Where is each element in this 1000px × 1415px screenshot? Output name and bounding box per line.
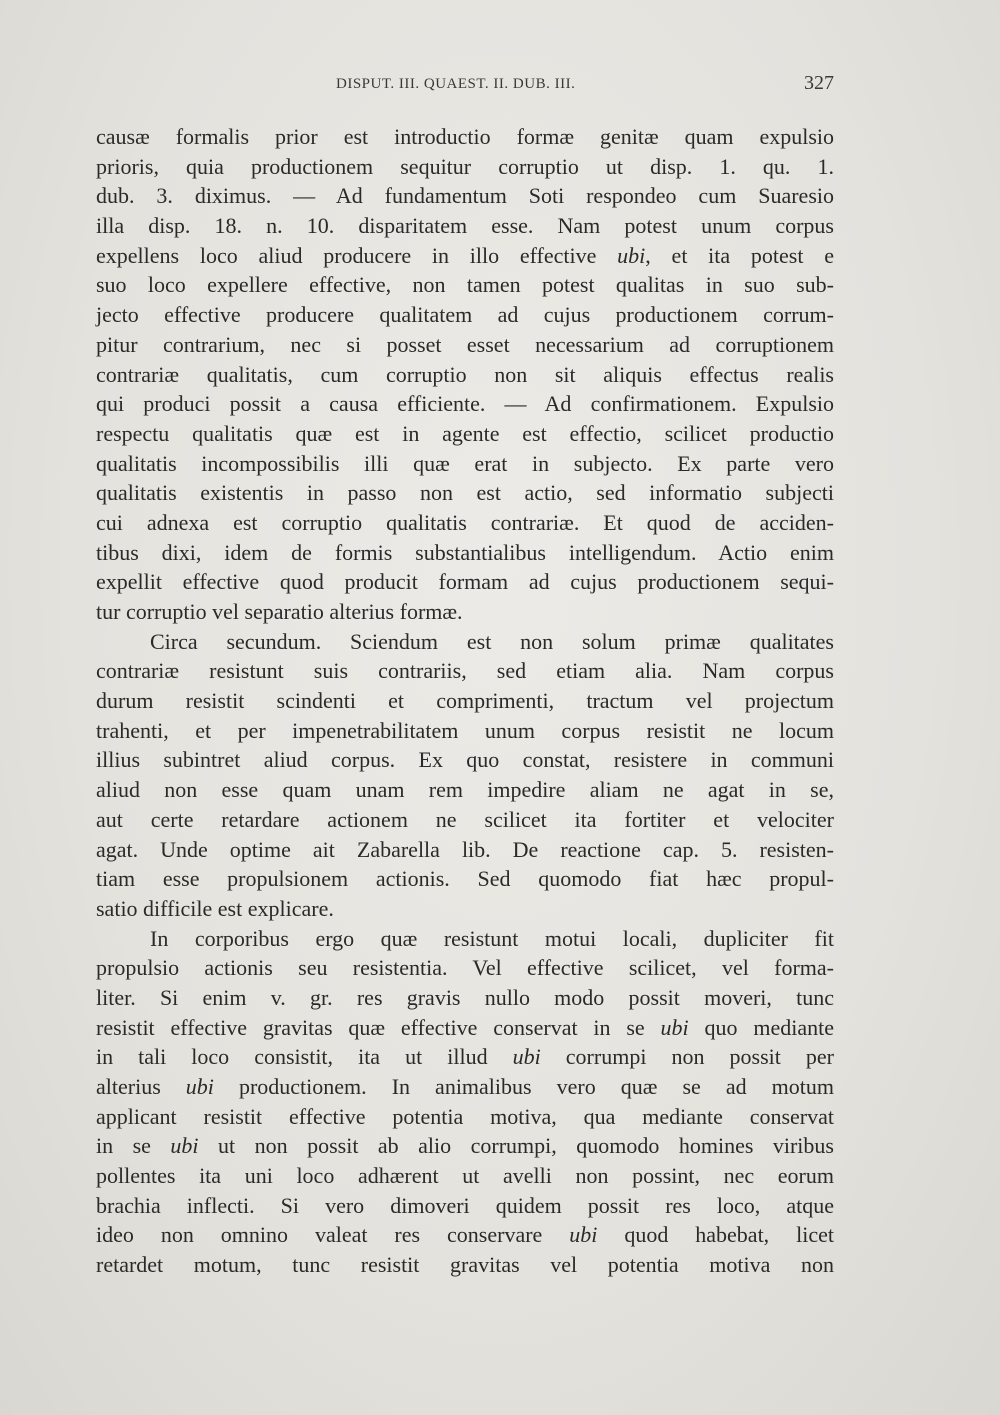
text-line — [96, 478, 834, 508]
text-segment: pitur contrarium, nec si posset esset necessarium ad corruptionem — [96, 331, 834, 357]
italic-term: ubi — [170, 1133, 199, 1159]
text-line — [96, 330, 834, 360]
text-line — [96, 1131, 834, 1161]
text-segment: satio difficile est explicare. — [96, 895, 334, 921]
text-segment: quo mediante — [688, 1014, 834, 1040]
text-segment: ideo non omnino valeat res conservare — [96, 1222, 570, 1248]
text-segment: , et ita potest e — [645, 242, 834, 268]
text-segment: in se — [96, 1133, 171, 1159]
text-line — [96, 567, 834, 597]
text-line — [96, 508, 834, 538]
text-segment: expellit effective quod producit formam ad cujus productionem sequi- — [96, 569, 834, 595]
text-segment: qualitatis existentis in passo non est actio, sed informatio subjecti — [96, 480, 834, 506]
text-line — [96, 1072, 834, 1102]
text-line — [96, 1191, 834, 1221]
text-segment: alterius — [96, 1074, 186, 1099]
running-head: DISPUT. III. QUAEST. II. DUB. III. — [336, 76, 576, 92]
text-line — [96, 805, 834, 835]
italic-term: ubi — [512, 1044, 541, 1070]
text-segment: respectu qualitatis quæ est in agente est effectio, scilicet productio — [96, 420, 834, 446]
text-segment: durum resistit scindenti et comprimenti, tractum vel projectum — [96, 688, 834, 714]
text-line — [96, 270, 834, 300]
text-line — [96, 449, 834, 479]
text-line — [96, 924, 834, 954]
text-line — [96, 983, 834, 1013]
text-line — [96, 953, 834, 983]
text-line — [96, 686, 834, 716]
text-segment: productionem. In animalibus vero quæ se ad motum — [213, 1074, 834, 1099]
text-segment: brachia inflecti. Si vero dimoveri quidem possit res loco, atque — [96, 1192, 834, 1218]
text-segment: retardet motum, tunc resistit gravitas vel potentia motiva non — [96, 1252, 834, 1278]
italic-term: ubi — [617, 242, 646, 268]
text-segment: tur corruptio vel separatio alterius formæ. — [96, 599, 463, 624]
text-segment: qui produci possit a causa efficiente. — Ad confirmationem. Expulsio — [96, 391, 834, 417]
text-line — [96, 775, 834, 805]
text-segment: Circa secundum. Sciendum est non solum primæ qualitates — [150, 628, 834, 654]
text-segment: aut certe retardare actionem ne scilicet ita fortiter et velociter — [96, 806, 834, 832]
text-line — [96, 300, 834, 330]
text-line — [96, 419, 834, 449]
text-line — [96, 864, 834, 894]
text-line — [96, 1250, 834, 1280]
page-header — [96, 72, 834, 100]
text-line — [96, 835, 834, 865]
text-line — [96, 389, 834, 419]
text-line — [96, 656, 834, 686]
text-segment: expellens loco aliud producere in illo effective — [96, 242, 618, 268]
text-segment: corrumpi non possit per — [540, 1044, 834, 1070]
text-line — [96, 894, 834, 924]
text-segment: tibus dixi, idem de formis substantialibus intelligendum. Actio enim — [96, 539, 834, 565]
text-line — [96, 538, 834, 568]
text-segment: causæ formalis prior est introductio formæ genitæ quam expulsio — [96, 124, 834, 149]
text-segment: propulsio actionis seu resistentia. Vel effective scilicet, vel forma- — [96, 955, 834, 981]
text-line — [96, 1013, 834, 1043]
text-line — [96, 1102, 834, 1132]
text-segment: dub. 3. diximus. — Ad fundamentum Soti respondeo cum Suaresio — [96, 183, 834, 209]
text-segment: agat. Unde optime ait Zabarella lib. De reactione cap. 5. resisten- — [96, 836, 834, 862]
text-segment: prioris, quia productionem sequitur corruptio ut disp. 1. qu. 1. — [96, 153, 834, 179]
text-segment: aliud non esse quam unam rem impedire aliam ne agat in se, — [96, 777, 834, 803]
text-segment: ut non possit ab alio corrumpi, quomodo homines viribus — [198, 1133, 834, 1159]
text-line — [96, 1042, 834, 1072]
text-line — [96, 241, 834, 271]
text-segment: illius subintret aliud corpus. Ex quo constat, resistere in communi — [96, 747, 834, 773]
text-line — [96, 360, 834, 390]
text-line — [96, 181, 834, 211]
text-line — [96, 152, 834, 182]
text-segment: trahenti, et per impenetrabilitatem unum corpus resistit ne locum — [96, 717, 834, 743]
italic-term: ubi — [569, 1222, 598, 1248]
text-segment: in tali loco consistit, ita ut illud — [96, 1044, 513, 1070]
text-segment: quod habebat, licet — [597, 1222, 834, 1248]
text-line — [96, 1220, 834, 1250]
text-line — [96, 716, 834, 746]
text-segment: In corporibus ergo quæ resistunt motui locali, dupliciter fit — [150, 925, 834, 951]
text-segment: illa disp. 18. n. 10. disparitatem esse. Nam potest unum corpus — [96, 213, 834, 239]
text-segment: contrariæ qualitatis, cum corruptio non sit aliquis effectus realis — [96, 361, 834, 387]
text-segment: liter. Si enim v. gr. res gravis nullo modo possit moveri, tunc — [96, 984, 834, 1010]
text-segment: applicant resistit effective potentia motiva, qua mediante conservat — [96, 1103, 834, 1129]
text-line — [96, 745, 834, 775]
text-segment: resistit effective gravitas quæ effective conservat in se — [96, 1014, 661, 1040]
body-text — [96, 122, 834, 1280]
text-segment: contrariæ resistunt suis contrariis, sed etiam alia. Nam corpus — [96, 658, 834, 684]
page-number: 327 — [804, 72, 834, 94]
text-segment: jecto effective producere qualitatem ad cujus productionem corrum- — [96, 302, 834, 328]
text-line — [96, 1161, 834, 1191]
text-line — [96, 211, 834, 241]
text-line — [96, 627, 834, 657]
text-segment: suo loco expellere effective, non tamen potest qualitas in suo sub- — [96, 272, 834, 298]
text-segment: qualitatis incompossibilis illi quæ erat in subjecto. Ex parte vero — [96, 450, 834, 476]
text-line — [96, 597, 834, 627]
text-segment: tiam esse propulsionem actionis. Sed quomodo fiat hæc propul- — [96, 866, 834, 892]
italic-term: ubi — [185, 1074, 214, 1099]
italic-term: ubi — [660, 1014, 689, 1040]
text-segment: cui adnexa est corruptio qualitatis contrariæ. Et quod de acciden- — [96, 509, 834, 535]
text-line — [96, 122, 834, 152]
text-segment: pollentes ita uni loco adhærent ut avelli non possint, nec eorum — [96, 1163, 834, 1189]
